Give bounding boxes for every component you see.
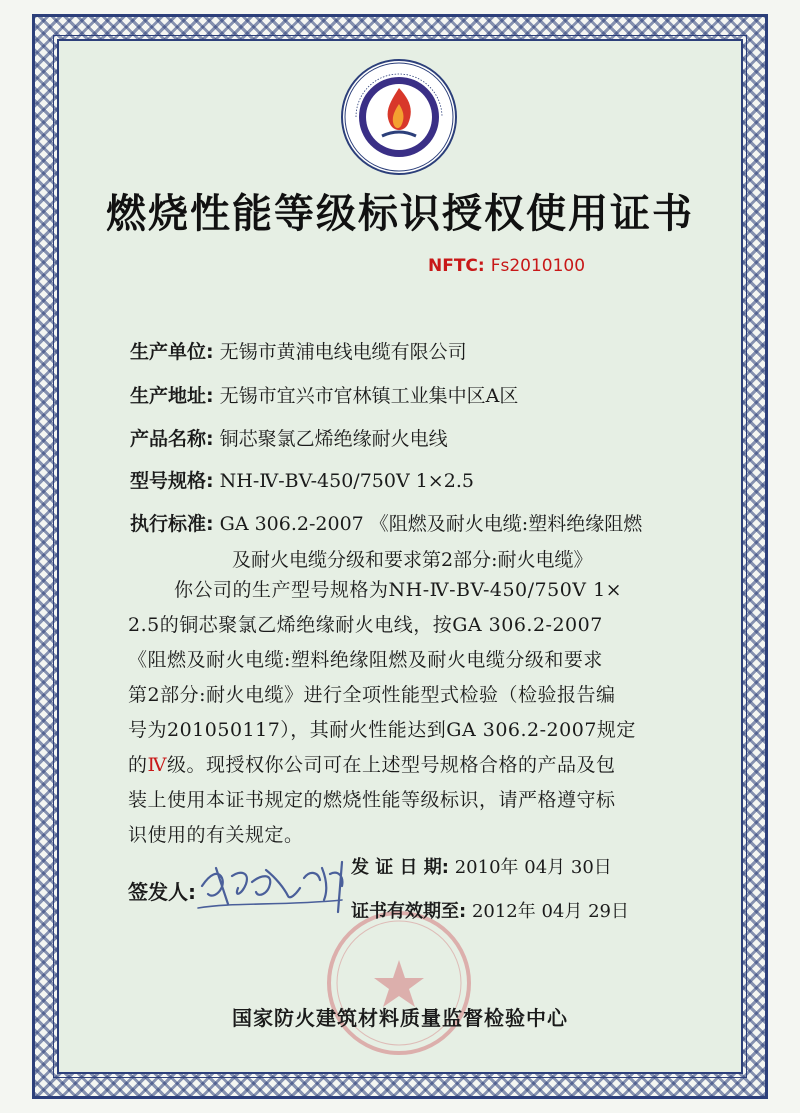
issue-date-value: 2010年 04月 30日 [454,857,612,878]
valid-until-label: 证书有效期至: [351,901,467,922]
body-line: 《阻燃及耐火电缆:塑料绝缘阻燃及耐火电缆分级和要求 [128,649,603,671]
field-standard [130,509,642,536]
field-model [130,466,474,493]
certificate-title: 燃烧性能等级标识授权使用证书 [106,191,694,237]
body-line: 识使用的有关规定。 [128,824,304,846]
issue-date-label: 发 证 日 期: [351,857,449,878]
authorization-text [128,573,668,853]
field-product-name [130,424,448,451]
issuing-authority: 国家防火建筑材料质量监督检验中心 [232,1006,568,1030]
field-label: 型号规格: [130,470,214,492]
field-value: 无锡市黄浦电线电缆有限公司 [219,341,467,363]
field-label: 生产单位: [130,341,214,363]
field-value: NH-Ⅳ-BV-450/750V 1×2.5 [219,470,474,492]
field-value: GA 306.2-2007 《阻燃及耐火电缆:塑料绝缘阻燃 [219,513,643,535]
field-label: 生产地址: [130,385,214,407]
body-line: 号为201050117），其耐火性能达到GA 306.2-2007规定 [128,719,636,741]
body-line: 2.5的铜芯聚氯乙烯绝缘耐火电线，按GA 306.2-2007 [128,614,603,636]
body-line: 装上使用本证书规定的燃烧性能等级标识，请严格遵守标 [128,789,616,811]
body-text-fragment: 级。现授权你公司可在上述型号规格合格的产品及包 [167,754,616,776]
signer-label: 签发人: [128,880,196,904]
field-manufacturer [130,337,467,364]
center-emblem-icon [340,58,458,176]
valid-until-row [351,897,629,923]
body-line [128,748,668,783]
issue-date-row [351,853,612,879]
body-text-fragment: 的 [128,754,148,776]
nftc-number: Fs2010100 [490,256,586,276]
nftc-label: NFTC: [428,256,485,276]
official-seal [324,908,474,1058]
field-value: 铜芯聚氯乙烯绝缘耐火电线 [219,428,448,450]
field-standard-continuation: 及耐火电缆分级和要求第2部分:耐火电缆》 [232,549,593,571]
field-value: 无锡市宜兴市官林镇工业集中区A区 [219,385,519,407]
field-address [130,381,518,408]
body-line: 第2部分:耐火电缆》进行全项性能型式检验（检验报告编 [128,684,616,706]
grade-level: Ⅳ [147,754,167,776]
field-label: 产品名称: [130,428,214,450]
field-label: 执行标准: [130,513,214,535]
valid-until-value: 2012年 04月 29日 [471,901,629,922]
certificate-number [428,256,585,276]
body-line: 你公司的生产型号规格为NH-Ⅳ-BV-450/750V 1× [174,579,623,601]
